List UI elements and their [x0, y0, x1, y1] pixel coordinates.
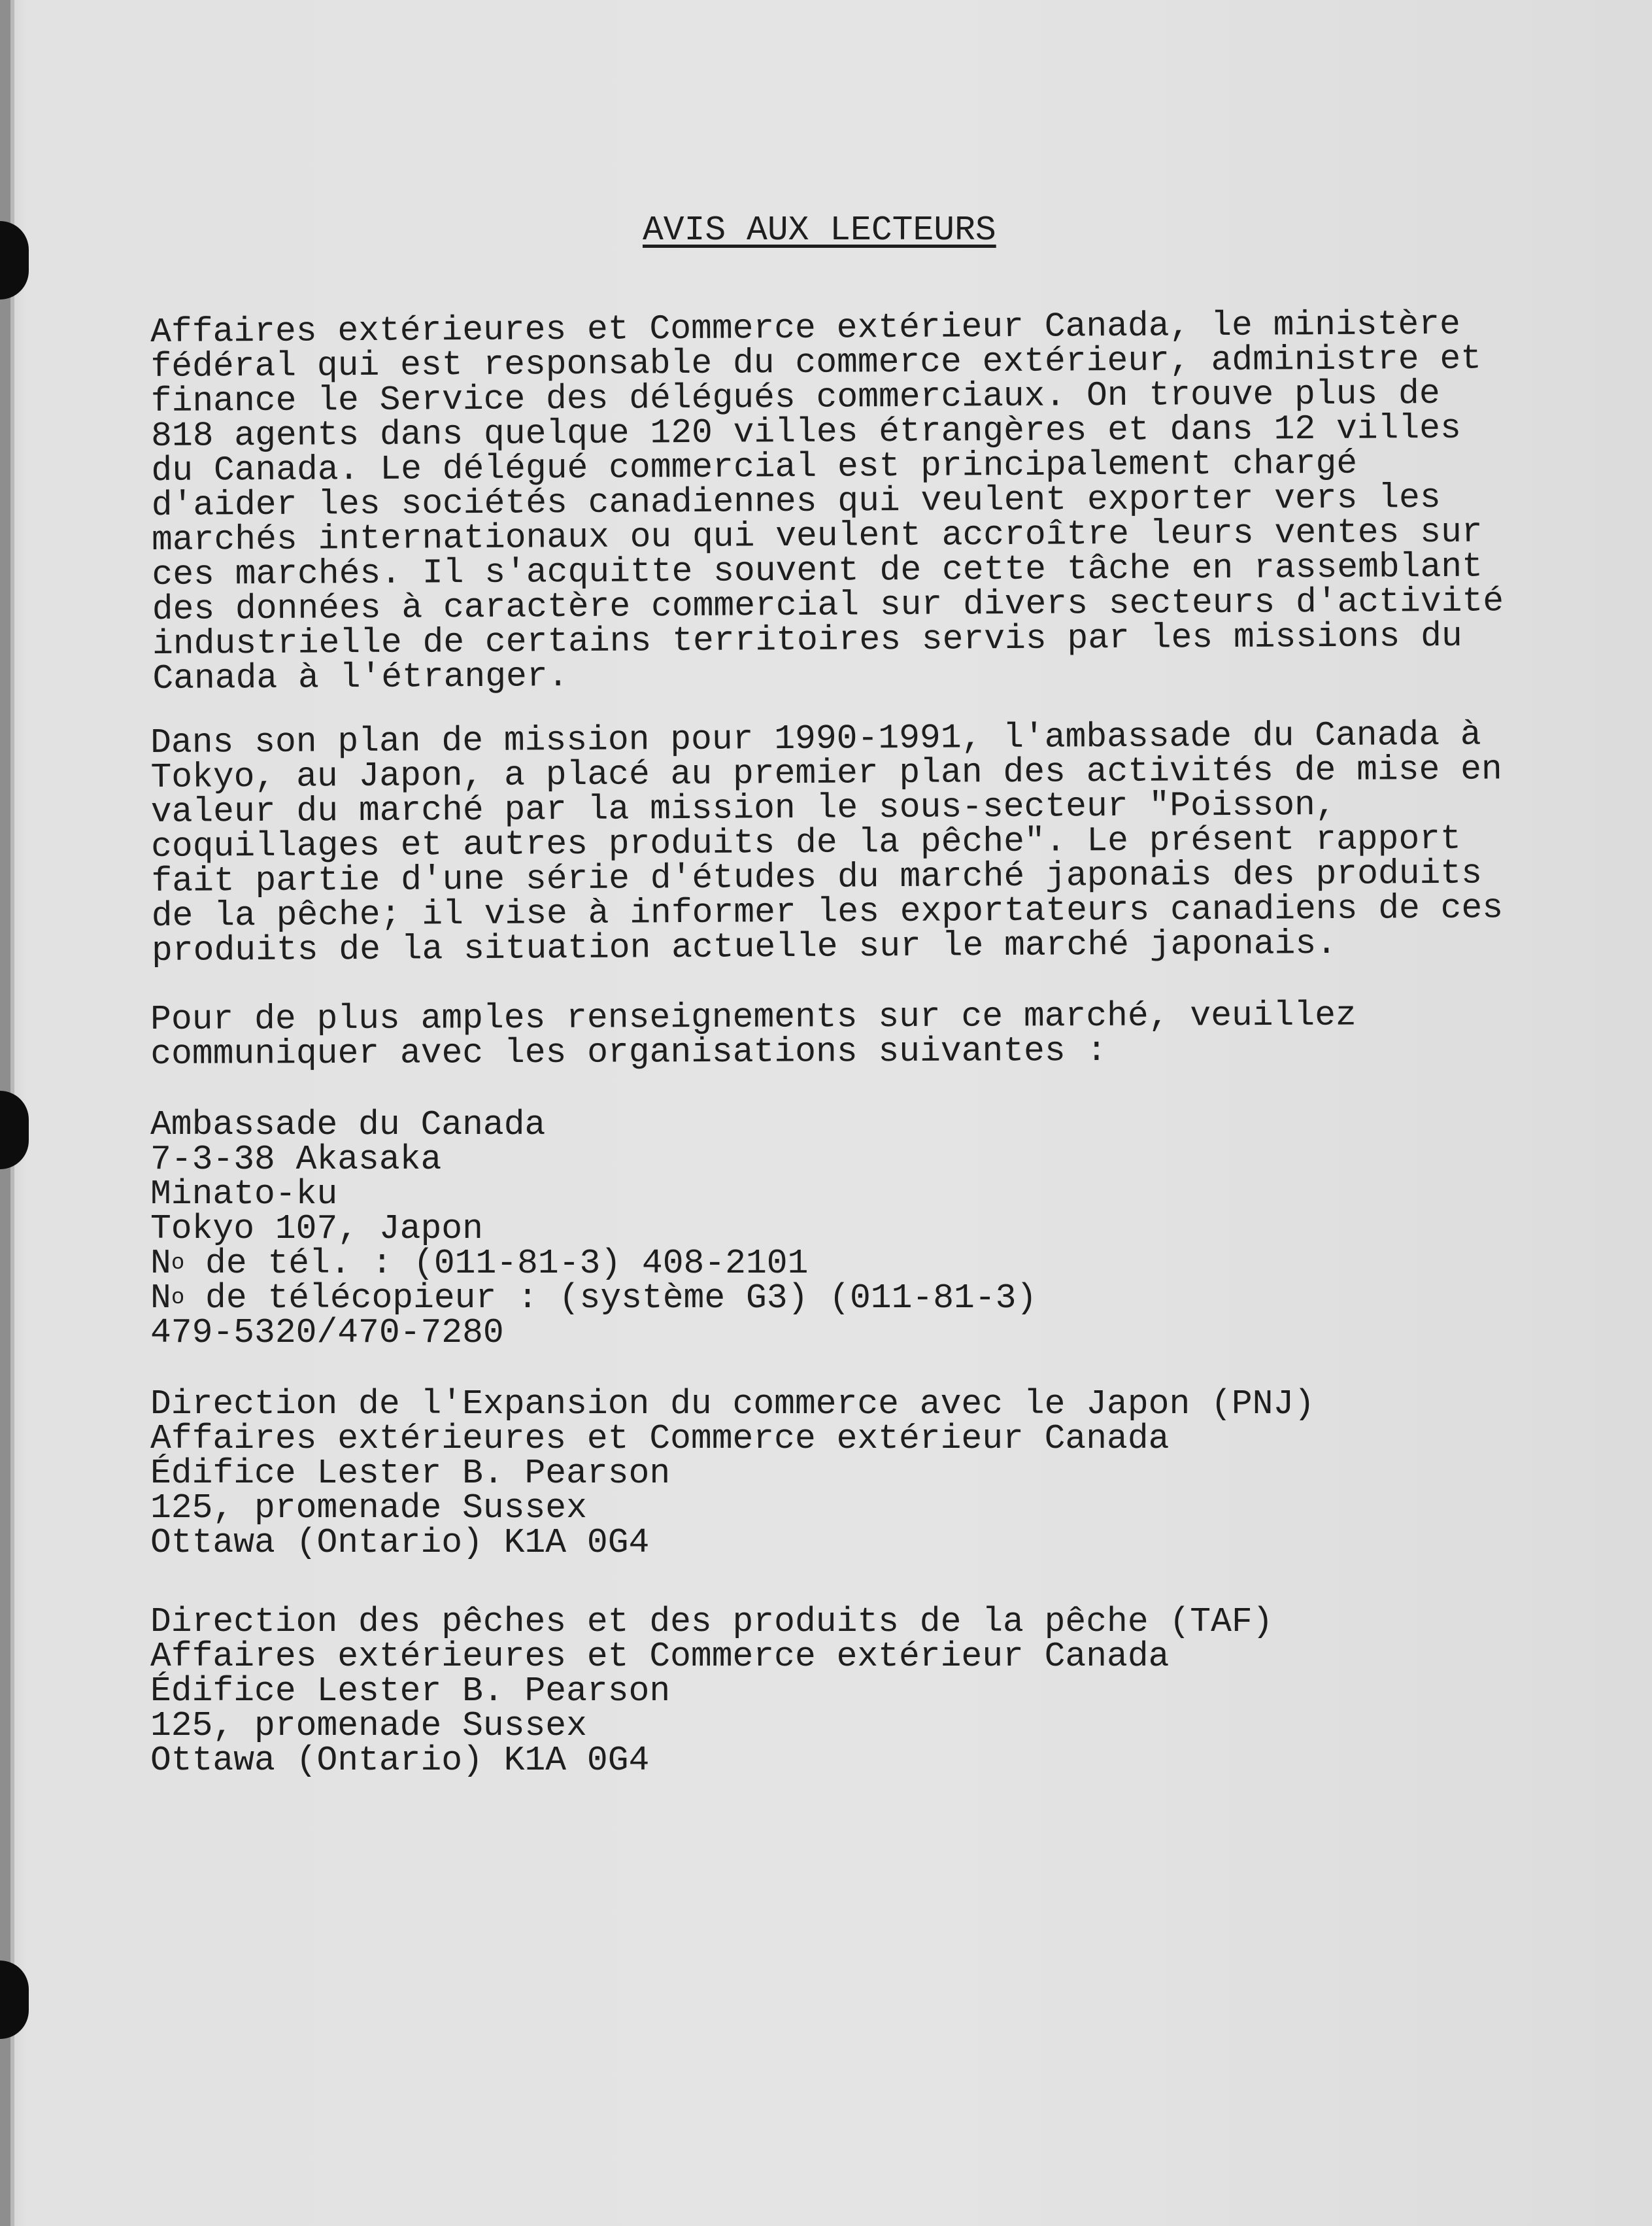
- text-line: Pour de plus amples renseignements sur ce marché, veuillez: [150, 995, 1357, 1039]
- address-line: Affaires extérieures et Commerce extérieur Canada: [150, 1419, 1170, 1458]
- text-line: du Canada. Le délégué commercial est principalement chargé: [151, 443, 1358, 490]
- address-line: Édifice Lester B. Pearson: [150, 1454, 671, 1493]
- text-line: Canada à l'étranger.: [152, 657, 569, 698]
- binding-hole-bottom: [0, 1961, 29, 2039]
- text-line: fédéral qui est responsable du commerce extérieur, administre et: [150, 339, 1482, 386]
- text-line: produits de la situation actuelle sur le marché japonais.: [151, 923, 1338, 970]
- address-line: Édifice Lester B. Pearson: [150, 1671, 671, 1711]
- text-line: finance le Service des délégués commerciaux. On trouve plus de: [150, 373, 1440, 421]
- fax-sup: o: [171, 1286, 185, 1310]
- address-line: 125, promenade Sussex: [150, 1488, 587, 1528]
- address-line: Ottawa (Ontario) K1A 0G4: [150, 1741, 650, 1780]
- text-line: des données à caractère commercial sur divers secteurs d'activité: [152, 581, 1504, 629]
- intro-paragraph: [150, 304, 1526, 698]
- binding-hole-middle: [0, 1091, 29, 1169]
- phone-prefix: N: [150, 1244, 171, 1283]
- address-line: Affaires extérieures et Commerce extérieur Canada: [150, 1637, 1170, 1676]
- binding-hole-top: [0, 221, 29, 300]
- text-line: Affaires extérieures et Commerce extérieur Canada, le ministère: [150, 304, 1461, 352]
- text-line: valeur du marché par la mission le sous-secteur "Poisson,: [150, 785, 1336, 832]
- text-line: ces marchés. Il s'acquitte souvent de cette tâche en rassemblant: [152, 547, 1483, 594]
- address-name: Ambassade du Canada: [150, 1105, 546, 1144]
- address-city: Tokyo 107, Japon: [150, 1209, 483, 1248]
- text-line: communiquer avec les organisations suivantes :: [150, 1031, 1107, 1074]
- address-line: Direction des pêches et des produits de la pêche (TAF): [150, 1602, 1273, 1641]
- text-line: industrielle de certains territoires servis par les missions du: [152, 616, 1462, 664]
- address-fax: [150, 1278, 1523, 1318]
- page-title: AVIS AUX LECTEURS: [643, 211, 996, 250]
- phone-number: de tél. : (011-81-3) 408-2101: [184, 1244, 809, 1283]
- fax-label: de télécopieur : (système G3) (011-81-3): [184, 1278, 1037, 1318]
- address-line: 125, promenade Sussex: [150, 1706, 587, 1745]
- address-street: 7-3-38 Akasaka: [150, 1140, 442, 1179]
- text-line: coquillages et autres produits de la pêche". Le présent rapport: [150, 819, 1462, 866]
- text-line: fait partie d'une série d'études du marché japonais des produits: [151, 853, 1483, 901]
- text-line: 818 agents dans quelque 120 villes étrangères et dans 12 villes: [150, 408, 1462, 456]
- contact-intro-paragraph: [150, 995, 1523, 1074]
- text-line: Dans son plan de mission pour 1990-1991, l'ambassade du Canada à: [150, 715, 1481, 762]
- text-line: de la pêche; il vise à informer les exportateurs canadiens de ces: [151, 888, 1504, 936]
- fax-prefix: N: [150, 1278, 171, 1318]
- text-line: marchés internationaux ou qui veulent accroître leurs ventes sur: [151, 512, 1483, 560]
- address-line: Direction de l'Expansion du commerce avec le Japon (PNJ): [150, 1384, 1315, 1424]
- mission-paragraph: [150, 717, 1525, 968]
- pnj-address: [150, 1384, 1523, 1562]
- phone-sup: o: [171, 1251, 185, 1276]
- text-line: d'aider les sociétés canadiennes qui veulent exporter vers les: [151, 477, 1441, 525]
- text-line: Tokyo, au Japon, a placé au premier plan des activités de mise en: [150, 749, 1502, 797]
- fax-numbers: 479-5320/470-7280: [150, 1313, 504, 1352]
- taf-address: [150, 1602, 1523, 1780]
- embassy-address: [150, 1105, 1523, 1352]
- address-phone: [150, 1246, 1523, 1281]
- address-district: Minato-ku: [150, 1174, 338, 1214]
- address-line: Ottawa (Ontario) K1A 0G4: [150, 1523, 650, 1562]
